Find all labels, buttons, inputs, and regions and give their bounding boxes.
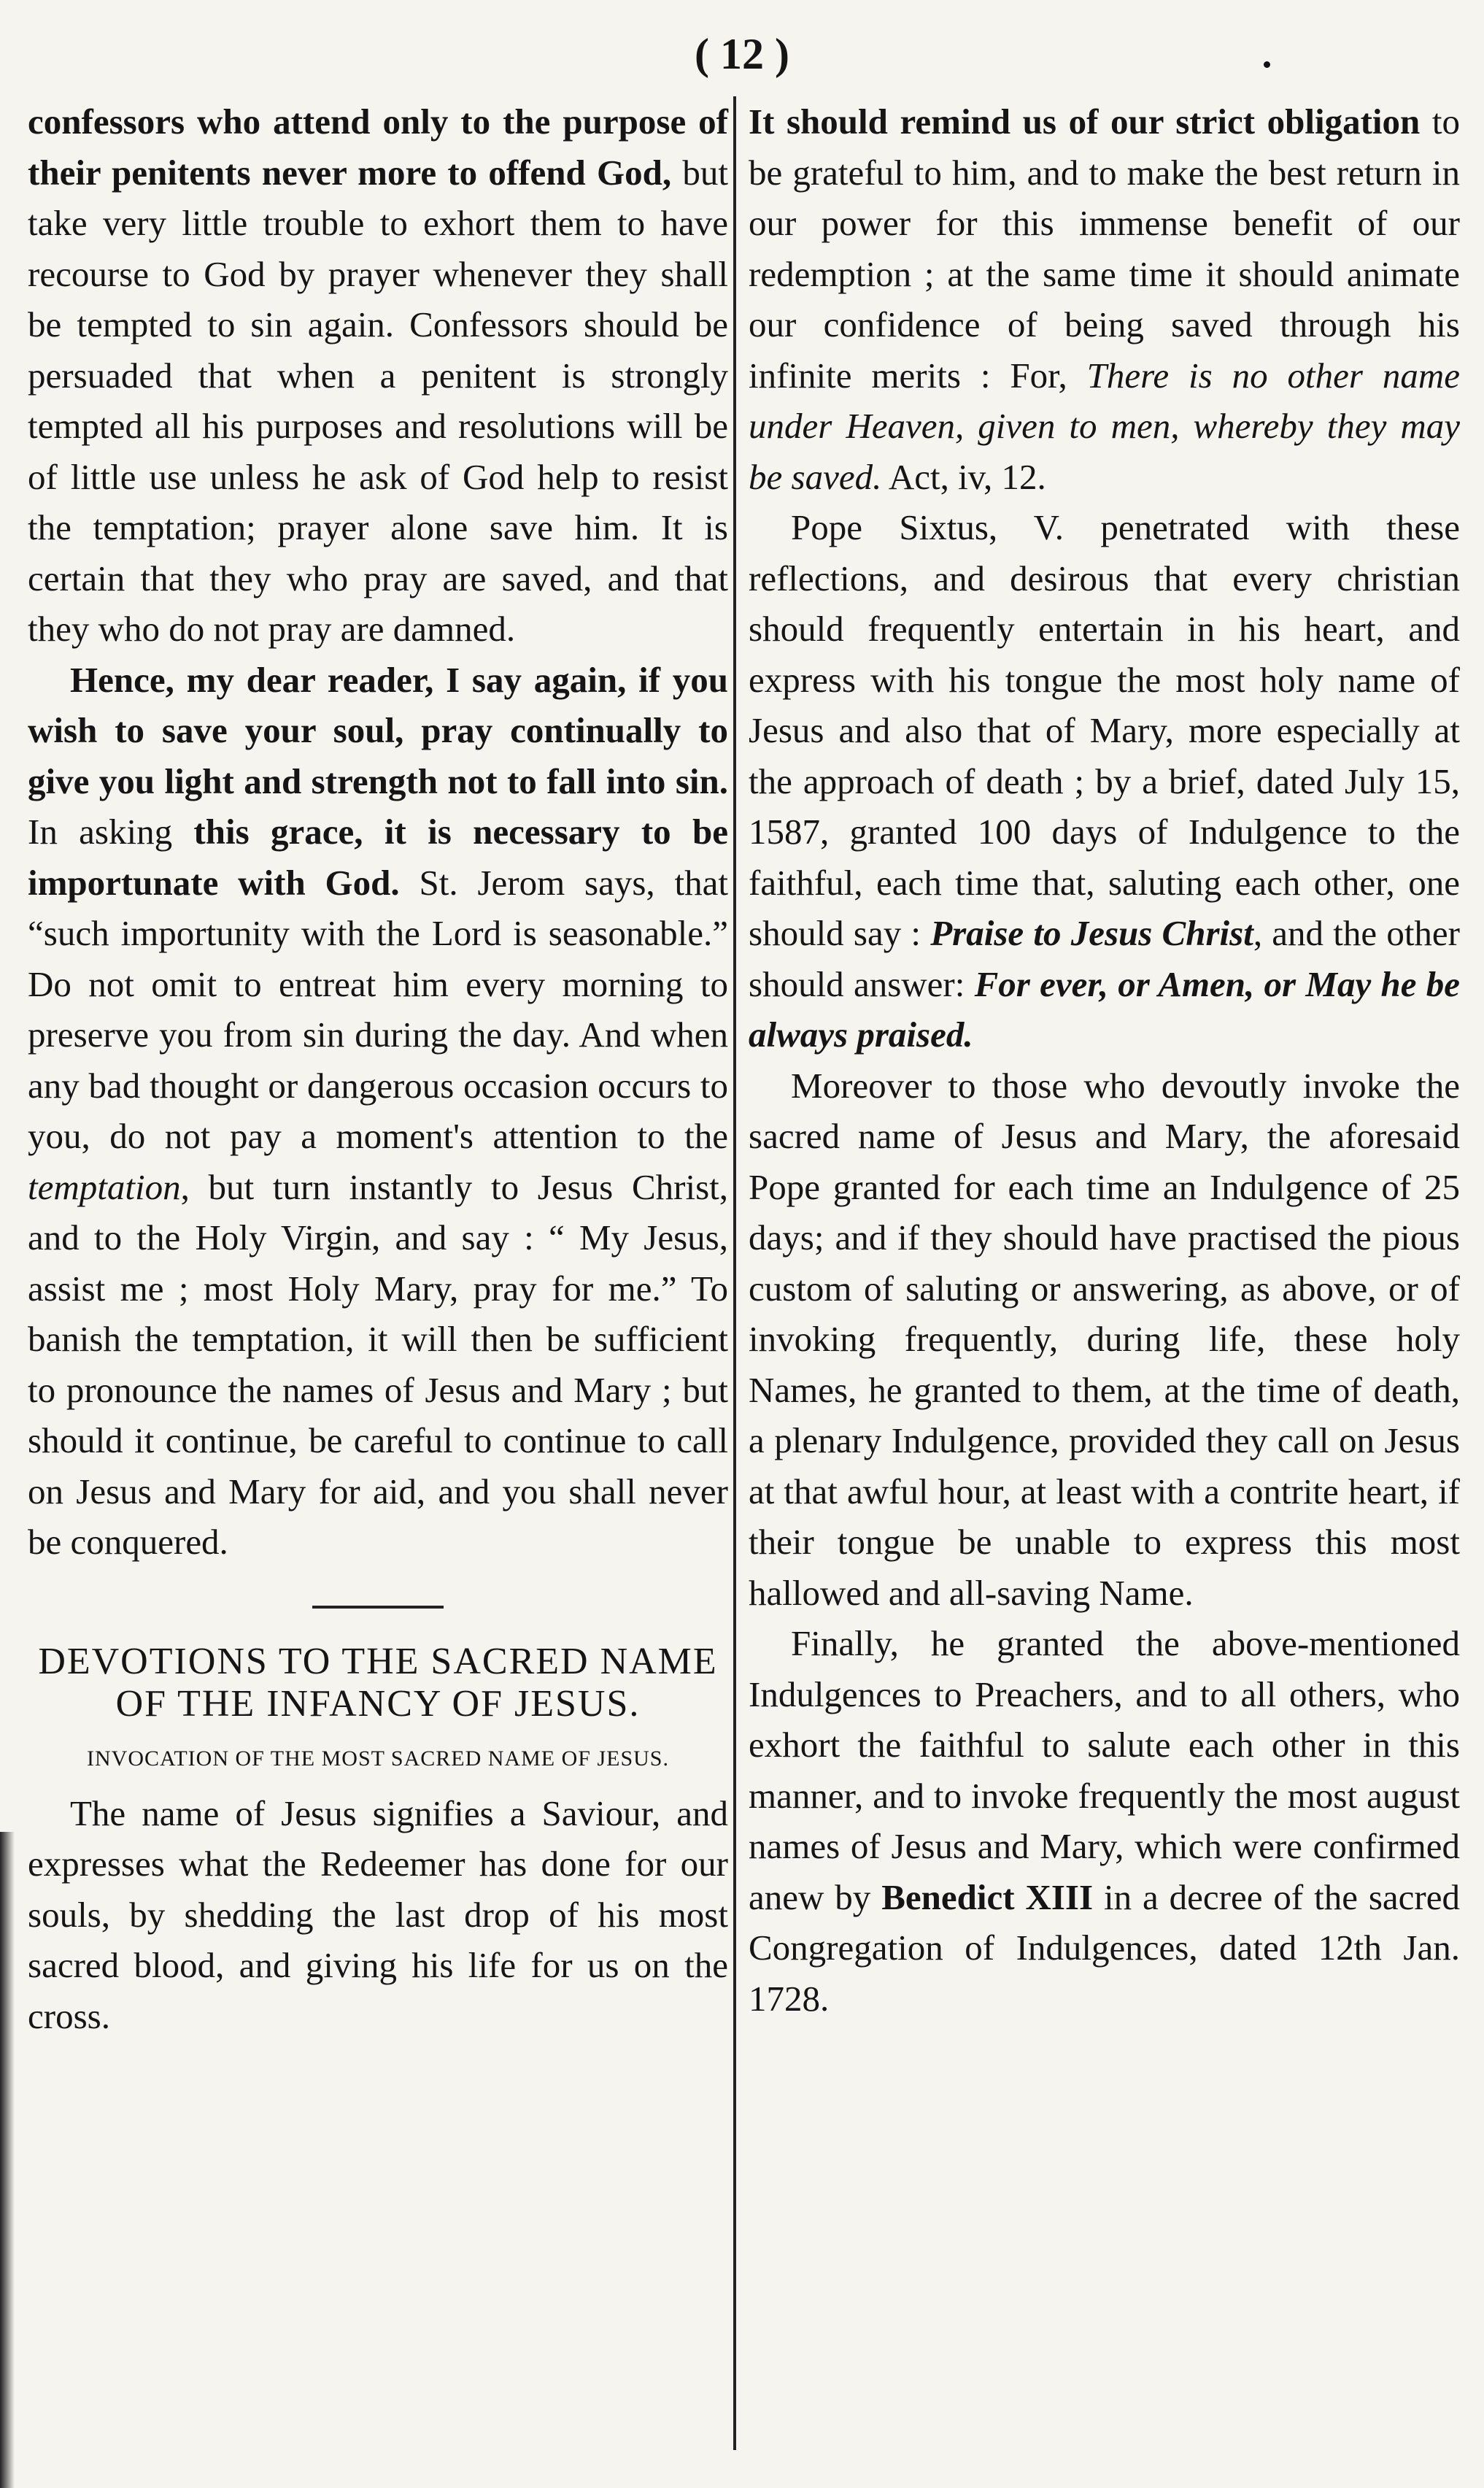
page-edge-shadow (0, 1832, 15, 2488)
ink-speck (1264, 61, 1270, 68)
salutation-praise: Praise to Jesus Christ (930, 913, 1253, 953)
paragraph-name-of-jesus: The name of Jesus signifies a Saviour, and expresses what the Redeemer has done for our souls, by shedding the last drop of his most sacred blood, and giving his life for us on the cross. (28, 1792, 728, 2036)
paragraph-confessors (28, 96, 728, 655)
paragraph-text: in a decree of the sacred Congregation of Indulgences, dated 12th Jan. 1728. (749, 1876, 1460, 2019)
paragraph-italic: temptation (28, 1166, 181, 1207)
page-number: ( 12 ) (695, 30, 789, 78)
paragraph-remind (749, 96, 1460, 502)
paragraph-text: to be grateful to him, and to make the best return in our power for this immense benefit of our redemption ; at the same time it should animate our confidence of being saved through his infinite merits : For, (749, 101, 1460, 396)
paragraph-bold: Benedict XIII (881, 1876, 1094, 1917)
paragraph-bold: this grace, it is necessary to be importunate with God. (28, 812, 728, 903)
paragraph-text: St. Jerom says, that “such importunity with the Lord is seasonable.” Do not omit to entreat him every morning to preserve you from sin during the day. And when any bad thought or dangerous occasion occurs to you, do not pay a moment's attention to the (28, 862, 728, 1156)
section-separator (312, 1606, 444, 1609)
section-heading: DEVOTIONS TO THE SACRED NAME OF THE INFANCY OF JESUS. (38, 1640, 718, 1725)
paragraph-bold-start: It should remind us of our strict obligation (749, 101, 1421, 142)
scripture-quote: There is no other name under Heaven, given to men, whereby they may be saved. (749, 355, 1460, 497)
right-column (749, 96, 1460, 2024)
paragraph-text: Finally, he granted the above-mentioned Indulgences to Preachers, and to all others, who exhort the faithful to salute each other in this manner, and to invoke frequently the most august names of Jesus and Mary, which were confirmed anew by (749, 1623, 1460, 1917)
paragraph-text: Pope Sixtus, V. penetrated with these reflections, and desirous that every christian should frequently entertain in his heart, and express with his tongue the most holy name of Jesus and also that of Mary, more especially at the approach of death ; by a brief, dated July 15, 1587, granted 100 days of Indulgence to the faithful, each time that, saluting each other, one should say : (749, 507, 1460, 953)
paragraph-finally (749, 1618, 1460, 2024)
paragraph-text: but take very little trouble to exhort them to have recourse to God by prayer whenever they shall be tempted to sin again. Confessors should be persuaded that when a penitent is strongly tempted all his purposes and resolutions will be of little use unless he ask of God help to resist the temptation; prayer alone save him. It is certain that they who pray are saved, and that they who do not pray are damned. (28, 152, 728, 649)
salutation-answer: For ever, or Amen, or May he be always praised. (749, 963, 1460, 1055)
section-subheading: INVOCATION OF THE MOST SACRED NAME OF JESUS. (87, 1746, 669, 1771)
paragraph-pope-sixtus (749, 502, 1460, 1060)
paragraph-moreover: Moreover to those who devoutly invoke the sacred name of Jesus and Mary, the aforesaid Pope granted for each time an Indulgence of 25 days; and if they should have practised the pious custom of saluting or answering, as above, or of invoking frequently, during life, these holy Names, he granted to them, at the time of death, a plenary Indulgence, provided they call on Jesus at that awful hour, at least with a contrite heart, if their tongue be unable to express this most hallowed and all-saving Name. (749, 1065, 1460, 1613)
paragraph-bold-start: confessors who attend only to the purpose of their penitents never more to offend God, (28, 101, 728, 193)
paragraph-bold: Hence, my dear reader, I say again, if you wish to save your soul, pray continually to give you light and strength not to fall into sin. (28, 659, 728, 801)
paragraph-text: , and the other should answer: (749, 913, 1460, 1004)
paragraph-hence (28, 655, 728, 1568)
scripture-reference: Act, iv, 12. (881, 456, 1046, 497)
paragraph-text: In asking (28, 812, 194, 852)
left-column (28, 96, 728, 2041)
column-divider (733, 96, 736, 2450)
paragraph-text: , but turn instantly to Jesus Christ, and to the Holy Virgin, and say : “ My Jesus, assist me ; most Holy Mary, pray for me.” To banish the temptation, it will then be sufficient to pronounce the names of Jesus and Mary ; but should it continue, be careful to continue to call on Jesus and Mary for aid, and you shall never be conquered. (28, 1166, 728, 1562)
